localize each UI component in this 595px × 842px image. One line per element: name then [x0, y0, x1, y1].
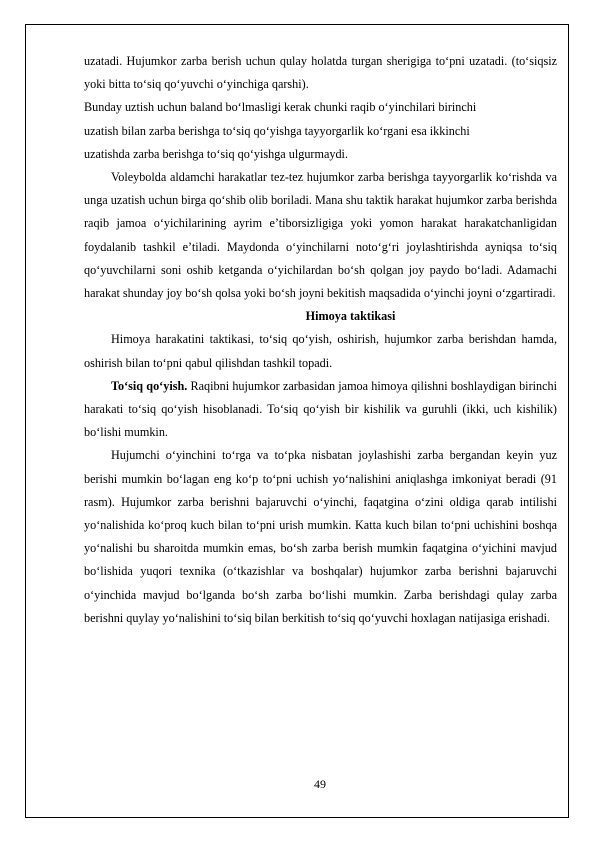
page-number: 49 — [314, 777, 326, 791]
paragraph-defense-tactics: Himoya harakatini taktikasi, to‘siq qo‘yish, oshirish, hujumkor zarba berishdan hamda, oshirish bilan to‘pni qabul qilishdan tashkil topadi. — [84, 332, 557, 370]
paragraph-continuation: uzatadi. Hujumkor zarba berish uchun qulay holatda turgan sherigiga to‘pni uzatadi. (to‘siqsiz yoki bitta to‘siq qo‘yuvchi o‘yinchiga qarshi). — [84, 54, 557, 92]
blocking-definition: Raqibni hujumkor zarbasidan jamoa himoya qilishni boshlaydigan birinchi harakati to‘siq qo‘yish hisoblanadi. To‘siq qo‘yish bir kishilik va guruhli (ikki, uch kishilik) bo‘lishi mumkin. — [84, 378, 557, 440]
document-body — [84, 50, 557, 630]
paragraph-deceptive-actions: Voleybolda aldamchi harakatlar tez-tez hujumkor zarba berishga tayyorgarlik ko‘rishda va unga uzatish uchun birga qo‘shib olib boriladi. Mana shu taktik harakat hujumkor zarba berishda raqib jamoa o‘yichilarining ayrim e’tiborsizligiga yoki yomon harakat harakatchanligidan foydalanib tashkil e’tiladi. Maydonda o‘yinchilarni noto‘g‘ri joylashtirishda ayniqsa to‘siq qo‘yuvchilarni soni oshib ketganda o‘yichilardan bo‘sh qolgan joy paydo bo‘ladi. Adamachi harakat shunday joy bo‘sh qolsa yoki bo‘sh joyni bekitish maqsadida o‘yinchi joyni o‘zgartiradi. — [84, 170, 557, 301]
section-heading: Himoya taktikasi — [305, 309, 396, 324]
paragraph-line: Bunday uztish uchun baland bo‘lmasligi kerak chunki raqib o‘yinchilari birinchi — [84, 100, 477, 115]
blocking-term: To‘siq qo‘yish. — [111, 378, 188, 393]
paragraph-line: uzatish bilan zarba berishga to‘siq qo‘yishga tayyorgarlik ko‘rgani esa ikkinchi — [84, 123, 470, 138]
paragraph-attacker-position: Hujumchi o‘yinchini to‘rga va to‘pka nisbatan joylashishi zarba bergandan keyin yuz berishi mumkin bo‘lagan eng ko‘p to‘pni uchish yo‘nalishini aniqlashga imkoniyat beradi (91 rasm). Hujumkor zarba berishni bajaruvchi o‘yinchi, faqatgina o‘zini oldiga qarab intilishi yo‘nalishida ko‘proq kuch bilan to‘pni urish mumkin. Katta kuch bilan to‘pni uchishini boshqa yo‘nalishi bu sharoitda mumkin emas, bo‘sh zarba berish mumkin faqatgina o‘yichini mavjud bo‘lishida yuqori texnika (o‘tkazishlar va boshqalar) hujumkor zarba berishni bajaruvchi o‘yinchida mavjud bo‘lganda bo‘sh zarba bo‘lishi mumkin. Zarba berishdagi qulay zarba berishni quylay yo‘nalishini to‘siq bilan berkitish to‘siq qo‘yuvchi hoxlagan natijasiga erishadi. — [84, 448, 557, 625]
paragraph-blocking — [84, 375, 557, 445]
paragraph-line: uzatishda zarba berishga to‘siq qo‘yishga ulgurmaydi. — [84, 146, 348, 161]
